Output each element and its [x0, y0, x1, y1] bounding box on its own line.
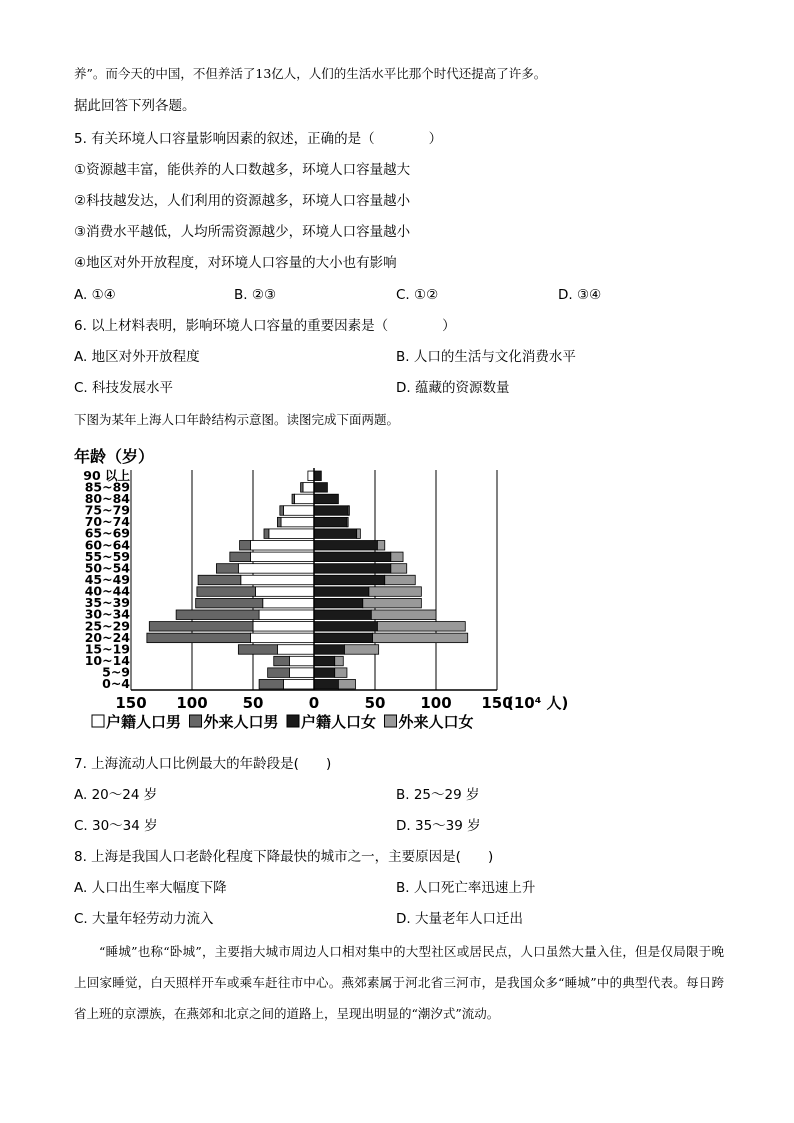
chart-y-axis-title: 年龄（岁） — [74, 447, 155, 466]
bar-local-female — [314, 656, 335, 665]
bar-local-male — [284, 506, 315, 515]
bar-migrant-female — [348, 506, 349, 515]
y-tick-label: 10~14 — [84, 653, 130, 669]
question-8-option-d: D. 大量老年人口迁出 — [396, 911, 523, 927]
bar-local-male — [251, 633, 314, 642]
bar-local-male — [284, 679, 315, 688]
bar-local-female — [314, 552, 391, 561]
y-tick-label: 60~64 — [84, 537, 130, 553]
bar-local-female — [314, 494, 338, 503]
question-5-item-1: ①资源越丰富，能供养的人口数越多，环境人口容量越大 — [74, 162, 411, 178]
bar-local-female — [314, 645, 345, 654]
bar-migrant-male — [197, 587, 256, 596]
bar-migrant-male — [198, 575, 241, 584]
bar-migrant-male — [240, 541, 251, 550]
question-6-option-a: A. 地区对外开放程度 — [74, 349, 200, 365]
y-tick-label: 20~24 — [84, 629, 130, 645]
bar-local-male — [255, 587, 314, 596]
bar-local-female — [314, 622, 377, 631]
intro-line: 养”。而今天的中国，不但养活了13亿人，人们的生活水平比那个时代还提高了许多。 — [74, 66, 547, 81]
question-8-option-c: C. 大量年轻劳动力流入 — [74, 911, 214, 927]
bar-local-female — [314, 633, 373, 642]
bar-migrant-male — [292, 494, 294, 503]
bar-local-female — [314, 598, 363, 607]
question-5-option-b: B. ②③ — [234, 287, 277, 303]
bar-migrant-female — [363, 598, 422, 607]
bar-migrant-male — [196, 598, 263, 607]
bar-local-male — [303, 483, 314, 492]
bar-local-male — [269, 529, 314, 538]
y-tick-label: 25~29 — [84, 618, 130, 634]
question-6-stem: 6. 以上材料表明，影响环境人口容量的重要因素是（ ） — [74, 318, 456, 334]
bar-local-male — [259, 610, 314, 619]
y-tick-label: 55~59 — [84, 548, 130, 564]
bar-migrant-male — [301, 483, 303, 492]
bar-local-female — [314, 517, 347, 526]
bar-migrant-male — [238, 645, 277, 654]
population-pyramid-chart — [70, 440, 590, 735]
legend-label: 户籍人口男 — [106, 713, 182, 731]
legend-swatch — [385, 715, 397, 727]
bar-local-male — [294, 494, 314, 503]
bar-migrant-female — [391, 564, 407, 573]
question-5-option-c: C. ①② — [396, 287, 439, 303]
question-5-item-2: ②科技越发达，人们利用的资源越多，环境人口容量越小 — [74, 193, 411, 209]
question-7-option-d: D. 35～39 岁 — [396, 818, 481, 834]
bar-migrant-male — [264, 529, 269, 538]
bar-migrant-female — [391, 552, 403, 561]
bar-migrant-female — [338, 679, 355, 688]
bar-migrant-female — [347, 517, 348, 526]
bar-migrant-female — [371, 610, 436, 619]
instruction-line: 据此回答下列各题。 — [74, 98, 196, 114]
chart-x-tick-labels — [115, 694, 512, 712]
y-tick-label: 40~44 — [84, 583, 130, 599]
question-7-stem: 7. 上海流动人口比例最大的年龄段是( ) — [74, 756, 332, 772]
y-tick-label: 5~9 — [102, 664, 130, 680]
chart-unit-label: (10⁴ 人) — [507, 694, 569, 712]
y-tick-label: 35~39 — [84, 595, 130, 611]
x-tick-label: 0 — [308, 694, 320, 712]
legend-swatch — [92, 715, 104, 727]
question-8-stem: 8. 上海是我国人口老龄化程度下降最快的城市之一，主要原因是( ) — [74, 849, 494, 865]
question-6-option-d: D. 蕴藏的资源数量 — [396, 380, 510, 396]
question-8-option-b: B. 人口死亡率迅速上升 — [396, 880, 536, 896]
bar-migrant-female — [373, 633, 468, 642]
bar-local-female — [314, 529, 357, 538]
legend-label: 外来人口男 — [203, 713, 279, 731]
bar-migrant-female — [357, 529, 361, 538]
question-5-item-3: ③消费水平越低，人均所需资源越少，环境人口容量越小 — [74, 224, 411, 240]
bar-migrant-male — [216, 564, 238, 573]
bar-migrant-female — [345, 645, 379, 654]
bar-local-male — [251, 541, 314, 550]
chart-bars — [147, 471, 468, 689]
bar-local-female — [314, 668, 335, 677]
question-7-option-a: A. 20～24 岁 — [74, 787, 158, 803]
question-6-option-c: C. 科技发展水平 — [74, 380, 174, 396]
question-6-option-b: B. 人口的生活与文化消费水平 — [396, 349, 576, 365]
y-tick-label: 0~4 — [102, 676, 130, 692]
y-tick-label: 90 以上 — [83, 467, 130, 483]
bar-migrant-male — [149, 622, 253, 631]
question-5-option-d: D. ③④ — [558, 287, 602, 303]
bar-migrant-male — [268, 668, 290, 677]
question-8-option-a: A. 人口出生率大幅度下降 — [74, 880, 227, 896]
bar-local-female — [314, 587, 369, 596]
y-tick-label: 65~69 — [84, 525, 130, 541]
x-tick-label: 50 — [364, 694, 386, 712]
bar-local-female — [314, 541, 377, 550]
bar-local-male — [290, 656, 314, 665]
chart-axes — [131, 468, 497, 690]
bar-local-female — [314, 575, 385, 584]
legend-label: 户籍人口女 — [301, 713, 377, 731]
y-tick-label: 70~74 — [84, 514, 130, 530]
y-tick-label: 50~54 — [84, 560, 130, 576]
bar-migrant-female — [335, 656, 344, 665]
bar-migrant-male — [147, 633, 251, 642]
y-tick-label: 45~49 — [84, 572, 130, 587]
bar-migrant-female — [369, 587, 421, 596]
bar-local-female — [314, 483, 327, 492]
legend-swatch — [287, 715, 299, 727]
bar-local-female — [314, 564, 391, 573]
x-tick-label: 100 — [420, 694, 452, 712]
x-tick-label: 150 — [115, 694, 147, 712]
bar-local-male — [251, 552, 314, 561]
legend-label: 外来人口女 — [398, 713, 474, 731]
bar-local-female — [314, 610, 371, 619]
bar-local-male — [290, 668, 314, 677]
bar-migrant-female — [335, 668, 347, 677]
bar-migrant-male — [274, 656, 290, 665]
y-tick-label: 75~79 — [84, 502, 130, 518]
bar-migrant-female — [377, 622, 465, 631]
bar-local-male — [308, 471, 314, 480]
question-5-item-4: ④地区对外开放程度，对环境人口容量的大小也有影响 — [74, 255, 397, 271]
bar-migrant-male — [280, 506, 284, 515]
y-tick-label: 30~34 — [84, 606, 130, 622]
bar-local-male — [241, 575, 314, 584]
bar-local-male — [263, 598, 314, 607]
bar-local-female — [314, 471, 321, 480]
reading-passage: “睡城”也称“卧城”，主要指大城市周边人口相对集中的大型社区或居民点，人口虽然大量入住，但是仅局限于晚上回家睡觉，白天照样开车或乘车赶往市中心。燕郊素属于河北省三河市，是我国众多“睡城”中的典型代表。每日跨省上班的京漂族，在燕郊和北京之间的道路上，呈现出明显的“潮汐式”流动。 — [74, 944, 724, 1021]
bar-migrant-male — [277, 517, 281, 526]
bar-local-male — [253, 622, 314, 631]
question-7-option-c: C. 30～34 岁 — [74, 818, 158, 834]
legend-swatch — [190, 715, 202, 727]
x-tick-label: 150 — [481, 694, 513, 712]
chart-legend — [92, 713, 474, 731]
bar-local-female — [314, 506, 348, 515]
question-5-stem: 5. 有关环境人口容量影响因素的叙述，正确的是（ ） — [74, 131, 443, 147]
y-tick-label: 85~89 — [84, 479, 130, 495]
bar-migrant-female — [377, 541, 384, 550]
y-tick-label: 80~84 — [84, 490, 130, 506]
bar-local-male — [281, 517, 314, 526]
bar-local-male — [277, 645, 314, 654]
bar-migrant-female — [385, 575, 416, 584]
x-tick-label: 100 — [176, 694, 208, 712]
x-tick-label: 50 — [242, 694, 264, 712]
question-7-option-b: B. 25～29 岁 — [396, 787, 480, 803]
bar-migrant-male — [230, 552, 251, 561]
bar-local-male — [238, 564, 314, 573]
chart-intro: 下图为某年上海人口年龄结构示意图。读图完成下面两题。 — [74, 412, 400, 427]
bar-migrant-male — [176, 610, 259, 619]
question-5-option-a: A. ①④ — [74, 287, 116, 303]
bar-local-female — [314, 679, 338, 688]
chart-y-tick-labels — [83, 468, 130, 691]
y-tick-label: 15~19 — [84, 641, 130, 657]
bar-migrant-male — [259, 679, 283, 688]
